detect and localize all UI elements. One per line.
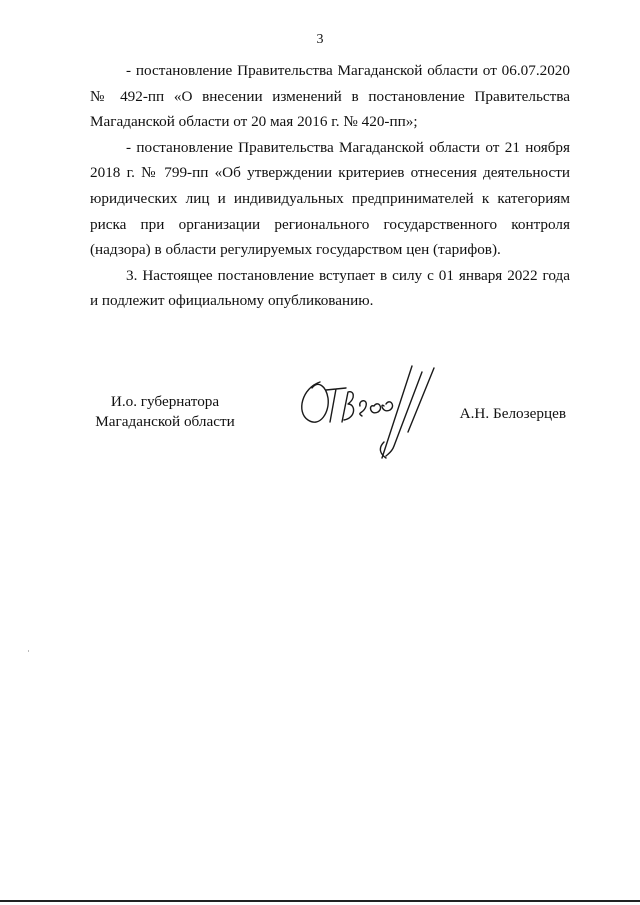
handwritten-signature-icon bbox=[290, 362, 450, 462]
paragraph-entry-into-force: 3. Настоящее постановление вступает в силу с 01 января 2022 года и подлежит официальному опубликованию. bbox=[90, 266, 570, 310]
page-bottom-rule bbox=[0, 900, 640, 902]
signer-name: А.Н. Белозерцев bbox=[459, 405, 566, 422]
paragraph-resolution-492: - постановление Правительства Магаданской области от 06.07.2020 № 492-пп «О внесении изменений в постановление Правительства Магаданской области от 20 мая 2016 г. № 420-пп»; bbox=[90, 62, 570, 131]
scan-speck bbox=[28, 650, 29, 652]
page-number: 3 bbox=[316, 32, 324, 47]
document-body bbox=[90, 58, 570, 314]
signer-title-line1: И.о. губернатора bbox=[110, 393, 220, 410]
paragraph-resolution-799: - постановление Правительства Магаданской области от 21 ноября 2018 г. № 799-пп «Об утверждении критериев отнесения деятельности юридических лиц и индивидуальных предпринимателей к категориям риска при организации регионального государственного контроля (надзора) в области регулируемых государством цен (тарифов). bbox=[90, 138, 570, 259]
signer-title-line2: Магаданской области bbox=[95, 413, 235, 430]
signer-title bbox=[90, 392, 240, 432]
signature-block bbox=[90, 392, 570, 462]
